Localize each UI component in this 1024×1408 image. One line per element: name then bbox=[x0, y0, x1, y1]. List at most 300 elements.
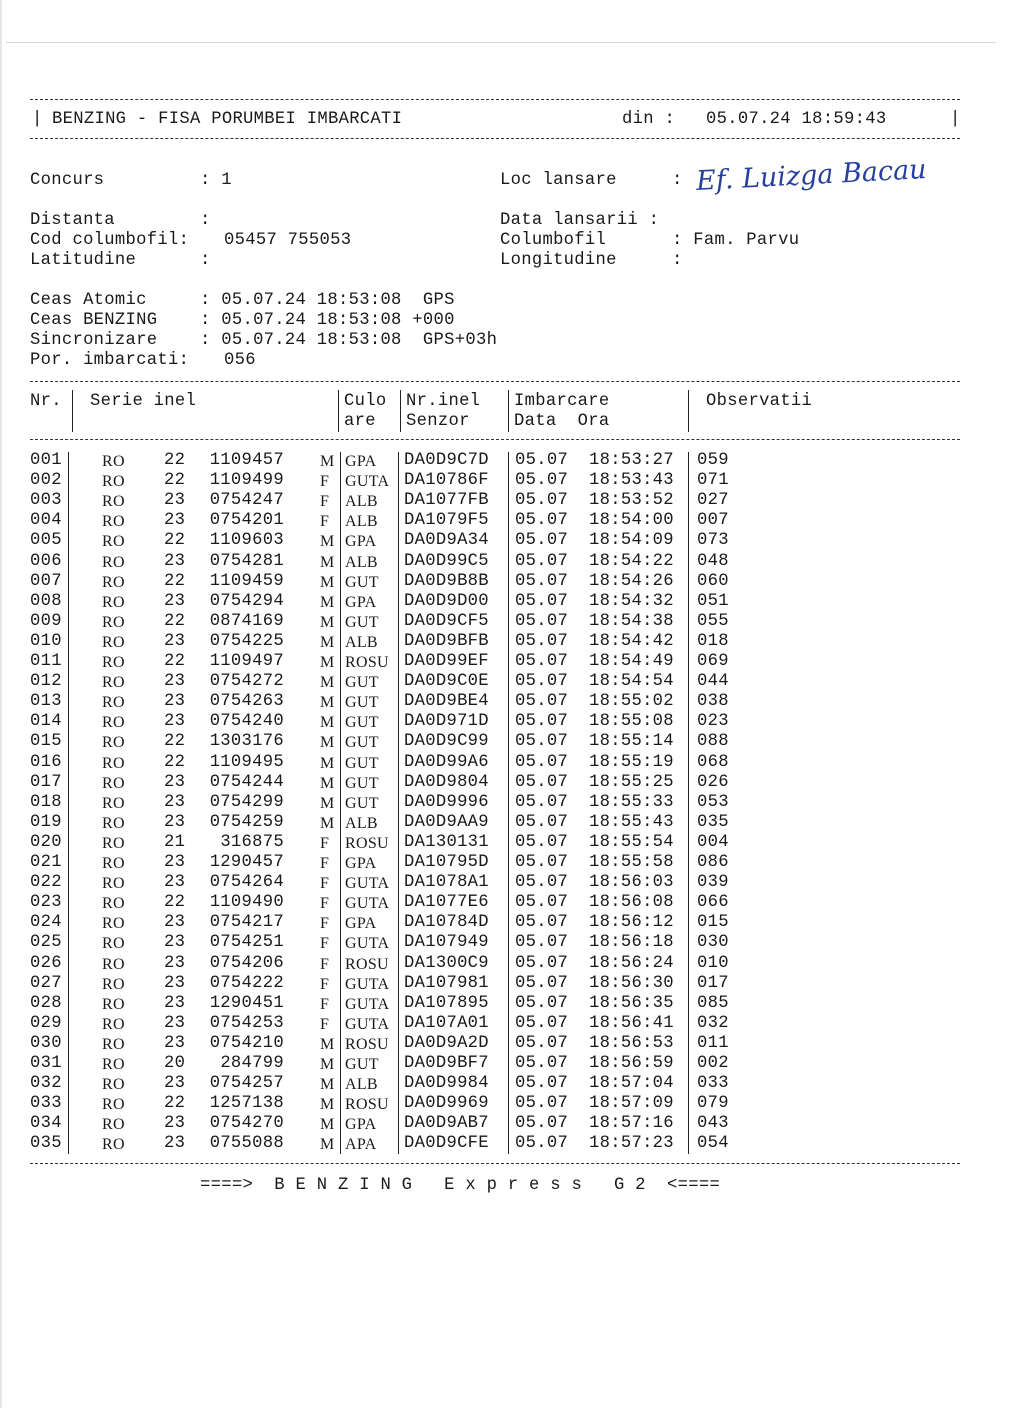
cell-country: RO bbox=[102, 674, 125, 692]
cell-ring: 1303176 bbox=[209, 732, 284, 752]
cell-date: 05.07 bbox=[515, 511, 569, 531]
cell-ring: 316875 bbox=[220, 832, 284, 852]
cell-sensor: DA10786F bbox=[404, 471, 489, 491]
cell-sex: F bbox=[320, 493, 330, 511]
cell-sex: M bbox=[320, 533, 335, 551]
cell-nr: 029 bbox=[30, 1013, 62, 1033]
cell-obs: 085 bbox=[697, 993, 729, 1013]
cell-nr: 014 bbox=[30, 712, 62, 732]
table-row bbox=[0, 1034, 1024, 1054]
cell-color: GUTA bbox=[345, 875, 390, 893]
cell-obs: 055 bbox=[697, 611, 729, 631]
cell-year: 23 bbox=[164, 1074, 186, 1094]
cell-color: GPA bbox=[345, 453, 377, 470]
table-row bbox=[0, 732, 1024, 752]
cell-ring: 1109603 bbox=[209, 531, 284, 551]
cell-sex: M bbox=[320, 734, 335, 752]
cell-country: RO bbox=[102, 613, 125, 631]
cell-sex: F bbox=[320, 975, 330, 993]
cell-ring: 0754201 bbox=[209, 511, 284, 531]
cell-sex: M bbox=[320, 1116, 335, 1134]
cell-sensor: DA1079F5 bbox=[404, 511, 489, 531]
cell-date: 05.07 bbox=[515, 993, 569, 1013]
cell-nr: 024 bbox=[30, 913, 62, 933]
table-row bbox=[0, 753, 1024, 773]
cell-time: 18:54:00 bbox=[589, 511, 674, 531]
cell-color: ROSU bbox=[345, 1096, 389, 1114]
cell-date: 05.07 bbox=[515, 832, 569, 852]
cell-date: 05.07 bbox=[515, 631, 569, 651]
cell-nr: 030 bbox=[30, 1033, 62, 1053]
cell-sensor: DA0D9969 bbox=[404, 1094, 489, 1114]
table-row bbox=[0, 1134, 1024, 1154]
col-header-culoare-2: are bbox=[344, 412, 376, 431]
cell-time: 18:55:19 bbox=[589, 752, 674, 772]
cell-nr: 032 bbox=[30, 1074, 62, 1094]
cell-date: 05.07 bbox=[515, 893, 569, 913]
cell-sensor: DA0D9AA9 bbox=[404, 812, 489, 832]
cell-sensor: DA0D9D00 bbox=[404, 591, 489, 611]
cell-nr: 035 bbox=[30, 1134, 62, 1154]
cell-obs: 032 bbox=[697, 1013, 729, 1033]
cell-date: 05.07 bbox=[515, 873, 569, 893]
cell-nr: 006 bbox=[30, 551, 62, 571]
cell-sex: M bbox=[320, 714, 335, 732]
cell-color: GUT bbox=[345, 674, 379, 692]
cell-obs: 066 bbox=[697, 893, 729, 913]
cell-sensor: DA0D9B8B bbox=[404, 571, 489, 591]
cell-sex: M bbox=[320, 1056, 335, 1073]
cell-sensor: DA0D99EF bbox=[404, 652, 489, 671]
cell-country: RO bbox=[102, 1076, 125, 1094]
cell-nr: 019 bbox=[30, 812, 62, 832]
cell-country: RO bbox=[102, 593, 125, 611]
cell-nr: 020 bbox=[30, 832, 62, 852]
cell-nr: 007 bbox=[30, 571, 62, 591]
din-label: din : bbox=[622, 110, 676, 129]
cell-year: 22 bbox=[164, 732, 186, 752]
cell-ring: 0754222 bbox=[209, 973, 284, 993]
table-row bbox=[0, 572, 1024, 592]
cell-sensor: DA0D9996 bbox=[404, 792, 489, 812]
cell-obs: 043 bbox=[697, 1114, 729, 1134]
cell-time: 18:53:27 bbox=[589, 451, 674, 470]
cell-date: 05.07 bbox=[515, 732, 569, 752]
header-left-bar: | bbox=[32, 110, 43, 129]
cell-date: 05.07 bbox=[515, 752, 569, 772]
cell-color: GUT bbox=[345, 1056, 379, 1073]
cell-color: GUT bbox=[345, 573, 379, 591]
cell-ring: 1290451 bbox=[209, 993, 284, 1013]
cell-color: GUTA bbox=[345, 895, 390, 913]
cell-nr: 021 bbox=[30, 853, 62, 872]
cell-year: 23 bbox=[164, 792, 186, 812]
cell-sex: M bbox=[320, 573, 335, 591]
cell-nr: 015 bbox=[30, 732, 62, 752]
din-value: 05.07.24 18:59:43 bbox=[706, 110, 887, 129]
cell-year: 23 bbox=[164, 491, 186, 511]
sincronizare-label: Sincronizare bbox=[30, 331, 158, 350]
table-row bbox=[0, 612, 1024, 632]
cell-nr: 012 bbox=[30, 672, 62, 692]
cell-country: RO bbox=[102, 654, 125, 671]
cell-country: RO bbox=[102, 915, 125, 933]
cell-ring: 1109495 bbox=[209, 752, 284, 772]
cell-time: 18:53:43 bbox=[589, 471, 674, 491]
cell-ring: 0754244 bbox=[209, 772, 284, 792]
cell-date: 05.07 bbox=[515, 792, 569, 812]
cell-sensor: DA0D9984 bbox=[404, 1074, 489, 1094]
cell-date: 05.07 bbox=[515, 611, 569, 631]
cell-ring: 0874169 bbox=[209, 611, 284, 631]
cell-obs: 011 bbox=[697, 1033, 729, 1053]
col-header-nrinel-2: Senzor bbox=[406, 412, 470, 431]
cell-time: 18:56:03 bbox=[589, 873, 674, 893]
cell-nr: 026 bbox=[30, 953, 62, 973]
cell-year: 23 bbox=[164, 772, 186, 792]
cell-obs: 054 bbox=[697, 1134, 729, 1154]
cell-sensor: DA0D9C99 bbox=[404, 732, 489, 752]
distanta-label: Distanta bbox=[30, 211, 115, 230]
cell-country: RO bbox=[102, 1096, 125, 1114]
cell-nr: 023 bbox=[30, 893, 62, 913]
cell-obs: 023 bbox=[697, 712, 729, 732]
cell-obs: 088 bbox=[697, 732, 729, 752]
footer-banner: ====> B E N Z I N G E x p r e s s G 2 <==== bbox=[200, 1176, 721, 1195]
data-lansarii-label: Data lansarii : bbox=[500, 211, 660, 230]
cell-sex: M bbox=[320, 1035, 335, 1053]
cell-country: RO bbox=[102, 774, 125, 792]
cell-color: GUT bbox=[345, 694, 379, 712]
cell-sex: F bbox=[320, 473, 330, 491]
cell-obs: 039 bbox=[697, 873, 729, 893]
cell-country: RO bbox=[102, 493, 125, 511]
cell-year: 22 bbox=[164, 471, 186, 491]
cell-color: ROSU bbox=[345, 834, 389, 852]
cell-time: 18:57:23 bbox=[589, 1134, 674, 1154]
cell-year: 23 bbox=[164, 873, 186, 893]
table-row bbox=[0, 813, 1024, 833]
cell-nr: 027 bbox=[30, 973, 62, 993]
cell-time: 18:54:22 bbox=[589, 551, 674, 571]
table-row bbox=[0, 913, 1024, 933]
cell-color: ROSU bbox=[345, 955, 389, 973]
cell-country: RO bbox=[102, 633, 125, 651]
cell-date: 05.07 bbox=[515, 1134, 569, 1154]
table-row bbox=[0, 672, 1024, 692]
cell-ring: 0754281 bbox=[209, 551, 284, 571]
cell-ring: 0754263 bbox=[209, 692, 284, 712]
cell-year: 22 bbox=[164, 893, 186, 913]
col-header-nr: Nr. bbox=[30, 392, 62, 411]
header-divider bbox=[338, 390, 339, 432]
cell-color: GUT bbox=[345, 734, 379, 752]
cell-color: ALB bbox=[345, 814, 378, 832]
cell-obs: 071 bbox=[697, 471, 729, 491]
cell-sensor: DA107A01 bbox=[404, 1013, 489, 1033]
table-row bbox=[0, 632, 1024, 652]
cell-time: 18:55:58 bbox=[589, 853, 674, 872]
cell-color: ALB bbox=[345, 493, 378, 511]
cell-time: 18:55:14 bbox=[589, 732, 674, 752]
cell-color: GUTA bbox=[345, 935, 390, 953]
cell-time: 18:55:25 bbox=[589, 772, 674, 792]
cell-obs: 059 bbox=[697, 451, 729, 470]
cell-country: RO bbox=[102, 875, 125, 893]
table-row bbox=[0, 471, 1024, 491]
table-row bbox=[0, 1014, 1024, 1034]
cell-color: GUT bbox=[345, 613, 379, 631]
cell-nr: 016 bbox=[30, 752, 62, 772]
cell-year: 20 bbox=[164, 1054, 186, 1073]
cell-time: 18:55:54 bbox=[589, 832, 674, 852]
cell-year: 23 bbox=[164, 812, 186, 832]
cell-nr: 028 bbox=[30, 993, 62, 1013]
col-header-imbarcare-1: Imbarcare bbox=[514, 392, 610, 411]
longitudine-value: : bbox=[672, 251, 683, 270]
cell-color: ALB bbox=[345, 553, 378, 571]
header-divider bbox=[400, 390, 401, 432]
cell-ring: 0754299 bbox=[209, 792, 284, 812]
cell-year: 23 bbox=[164, 913, 186, 933]
cell-country: RO bbox=[102, 834, 125, 852]
cell-country: RO bbox=[102, 814, 125, 832]
cell-time: 18:54:09 bbox=[589, 531, 674, 551]
cell-time: 18:55:33 bbox=[589, 792, 674, 812]
table-row bbox=[0, 954, 1024, 974]
cell-sensor: DA0D9CF5 bbox=[404, 611, 489, 631]
cell-year: 23 bbox=[164, 993, 186, 1013]
cell-color: ROSU bbox=[345, 1035, 389, 1053]
por-imbarcati-label: Por. imbarcati: bbox=[30, 351, 190, 370]
cell-sex: F bbox=[320, 855, 330, 872]
cell-nr: 005 bbox=[30, 531, 62, 551]
cell-ring: 0754210 bbox=[209, 1033, 284, 1053]
cell-country: RO bbox=[102, 694, 125, 712]
cell-color: GUTA bbox=[345, 1015, 390, 1033]
cell-sensor: DA1300C9 bbox=[404, 953, 489, 973]
cell-time: 18:54:32 bbox=[589, 591, 674, 611]
cell-sensor: DA0D9BE4 bbox=[404, 692, 489, 712]
cell-date: 05.07 bbox=[515, 571, 569, 591]
cell-sex: M bbox=[320, 774, 335, 792]
table-row bbox=[0, 1054, 1024, 1074]
table-header-rule bbox=[30, 439, 960, 440]
cell-color: ALB bbox=[345, 513, 378, 531]
cell-obs: 044 bbox=[697, 672, 729, 692]
cell-obs: 068 bbox=[697, 752, 729, 772]
cell-year: 23 bbox=[164, 973, 186, 993]
header-divider bbox=[508, 390, 509, 432]
cell-obs: 004 bbox=[697, 832, 729, 852]
cell-country: RO bbox=[102, 995, 125, 1013]
cell-ring: 1257138 bbox=[209, 1094, 284, 1114]
cell-year: 22 bbox=[164, 451, 186, 470]
cell-sex: M bbox=[320, 613, 335, 631]
cell-year: 23 bbox=[164, 953, 186, 973]
cell-obs: 002 bbox=[697, 1054, 729, 1073]
cell-ring: 0754240 bbox=[209, 712, 284, 732]
cell-sensor: DA107981 bbox=[404, 973, 489, 993]
table-row bbox=[0, 853, 1024, 873]
document-title: BENZING - FISA PORUMBEI IMBARCATI bbox=[52, 110, 403, 129]
cell-color: ROSU bbox=[345, 654, 389, 671]
cell-color: GPA bbox=[345, 915, 377, 933]
cell-ring: 0754225 bbox=[209, 631, 284, 651]
cell-obs: 035 bbox=[697, 812, 729, 832]
cell-sex: F bbox=[320, 513, 330, 531]
cell-sensor: DA0D9804 bbox=[404, 772, 489, 792]
cell-year: 23 bbox=[164, 672, 186, 692]
cell-year: 22 bbox=[164, 652, 186, 671]
cell-nr: 022 bbox=[30, 873, 62, 893]
cell-sensor: DA0D99C5 bbox=[404, 551, 489, 571]
cell-obs: 053 bbox=[697, 792, 729, 812]
cell-sex: M bbox=[320, 654, 335, 671]
cell-sex: F bbox=[320, 955, 330, 973]
cell-ring: 0754264 bbox=[209, 873, 284, 893]
cell-sensor: DA0D9AB7 bbox=[404, 1114, 489, 1134]
cell-sensor: DA0D9C0E bbox=[404, 672, 489, 692]
table-row bbox=[0, 1074, 1024, 1094]
cell-nr: 018 bbox=[30, 792, 62, 812]
cell-sensor: DA1077FB bbox=[404, 491, 489, 511]
cell-time: 18:56:35 bbox=[589, 993, 674, 1013]
cell-date: 05.07 bbox=[515, 913, 569, 933]
cell-sex: F bbox=[320, 895, 330, 913]
cell-ring: 1109459 bbox=[209, 571, 284, 591]
cell-obs: 086 bbox=[697, 853, 729, 872]
table-row bbox=[0, 994, 1024, 1014]
cell-ring: 0754253 bbox=[209, 1013, 284, 1033]
cell-year: 22 bbox=[164, 531, 186, 551]
table-row bbox=[0, 552, 1024, 572]
table-row bbox=[0, 491, 1024, 511]
cell-date: 05.07 bbox=[515, 531, 569, 551]
cell-sex: M bbox=[320, 1136, 335, 1154]
cell-time: 18:55:02 bbox=[589, 692, 674, 712]
table-row bbox=[0, 793, 1024, 813]
table-row bbox=[0, 652, 1024, 672]
cell-year: 23 bbox=[164, 1134, 186, 1154]
cell-date: 05.07 bbox=[515, 973, 569, 993]
cell-date: 05.07 bbox=[515, 491, 569, 511]
cell-color: GPA bbox=[345, 533, 377, 551]
cell-sensor: DA10784D bbox=[404, 913, 489, 933]
cell-nr: 002 bbox=[30, 471, 62, 491]
cell-time: 18:56:12 bbox=[589, 913, 674, 933]
cell-color: APA bbox=[345, 1136, 377, 1154]
loc-lansare-colon: : bbox=[672, 171, 683, 190]
cell-date: 05.07 bbox=[515, 712, 569, 732]
cell-country: RO bbox=[102, 935, 125, 953]
cell-country: RO bbox=[102, 1035, 125, 1053]
cell-country: RO bbox=[102, 1015, 125, 1033]
columbofil-label: Columbofil bbox=[500, 231, 607, 250]
cell-sensor: DA1078A1 bbox=[404, 873, 489, 893]
cell-sex: M bbox=[320, 593, 335, 611]
cell-ring: 0754270 bbox=[209, 1114, 284, 1134]
cell-country: RO bbox=[102, 794, 125, 812]
cell-year: 22 bbox=[164, 752, 186, 772]
table-row bbox=[0, 511, 1024, 531]
cell-color: GUTA bbox=[345, 975, 390, 993]
columbofil-value: : Fam. Parvu bbox=[672, 231, 800, 250]
table-row bbox=[0, 933, 1024, 953]
cell-nr: 033 bbox=[30, 1094, 62, 1114]
cell-sex: M bbox=[320, 694, 335, 712]
table-row bbox=[0, 692, 1024, 712]
cell-obs: 060 bbox=[697, 571, 729, 591]
cell-sex: F bbox=[320, 834, 330, 852]
table-row bbox=[0, 833, 1024, 853]
cell-nr: 001 bbox=[30, 451, 62, 470]
cell-sex: F bbox=[320, 915, 330, 933]
cell-year: 23 bbox=[164, 1033, 186, 1053]
table-row bbox=[0, 1114, 1024, 1134]
cell-sensor: DA107895 bbox=[404, 993, 489, 1013]
cell-date: 05.07 bbox=[515, 853, 569, 872]
cell-obs: 073 bbox=[697, 531, 729, 551]
cell-sensor: DA0D99A6 bbox=[404, 752, 489, 772]
cell-sensor: DA0D9BF7 bbox=[404, 1054, 489, 1073]
cell-obs: 018 bbox=[697, 631, 729, 651]
cell-color: GPA bbox=[345, 855, 377, 872]
cell-country: RO bbox=[102, 1056, 125, 1073]
cell-sensor: DA107949 bbox=[404, 933, 489, 953]
cell-ring: 0754206 bbox=[209, 953, 284, 973]
ceas-atomic-label: Ceas Atomic bbox=[30, 291, 147, 310]
cell-obs: 048 bbox=[697, 551, 729, 571]
cell-year: 23 bbox=[164, 511, 186, 531]
cell-color: ALB bbox=[345, 633, 378, 651]
cell-time: 18:57:04 bbox=[589, 1074, 674, 1094]
cell-obs: 026 bbox=[697, 772, 729, 792]
cell-obs: 027 bbox=[697, 491, 729, 511]
cell-obs: 017 bbox=[697, 973, 729, 993]
cell-country: RO bbox=[102, 714, 125, 732]
cell-nr: 017 bbox=[30, 772, 62, 792]
cell-color: GPA bbox=[345, 593, 377, 611]
cell-time: 18:56:59 bbox=[589, 1054, 674, 1073]
cell-year: 22 bbox=[164, 611, 186, 631]
cell-ring: 1109497 bbox=[209, 652, 284, 671]
cell-date: 05.07 bbox=[515, 1074, 569, 1094]
cell-sensor: DA0D9A34 bbox=[404, 531, 489, 551]
cell-time: 18:54:38 bbox=[589, 611, 674, 631]
cell-country: RO bbox=[102, 1136, 125, 1154]
cell-sex: F bbox=[320, 995, 330, 1013]
cell-nr: 003 bbox=[30, 491, 62, 511]
cell-year: 22 bbox=[164, 1094, 186, 1114]
cell-time: 18:56:41 bbox=[589, 1013, 674, 1033]
cell-ring: 284799 bbox=[220, 1054, 284, 1073]
cell-country: RO bbox=[102, 453, 125, 470]
cell-date: 05.07 bbox=[515, 1094, 569, 1114]
cell-date: 05.07 bbox=[515, 551, 569, 571]
cell-date: 05.07 bbox=[515, 1114, 569, 1134]
cell-color: GUT bbox=[345, 714, 379, 732]
cell-country: RO bbox=[102, 553, 125, 571]
concurs-value: : 1 bbox=[200, 171, 232, 190]
table-row bbox=[0, 873, 1024, 893]
cell-sex: F bbox=[320, 875, 330, 893]
cell-sex: M bbox=[320, 633, 335, 651]
table-row bbox=[0, 712, 1024, 732]
cell-country: RO bbox=[102, 955, 125, 973]
por-imbarcati-value: 056 bbox=[224, 351, 256, 370]
cell-country: RO bbox=[102, 895, 125, 913]
